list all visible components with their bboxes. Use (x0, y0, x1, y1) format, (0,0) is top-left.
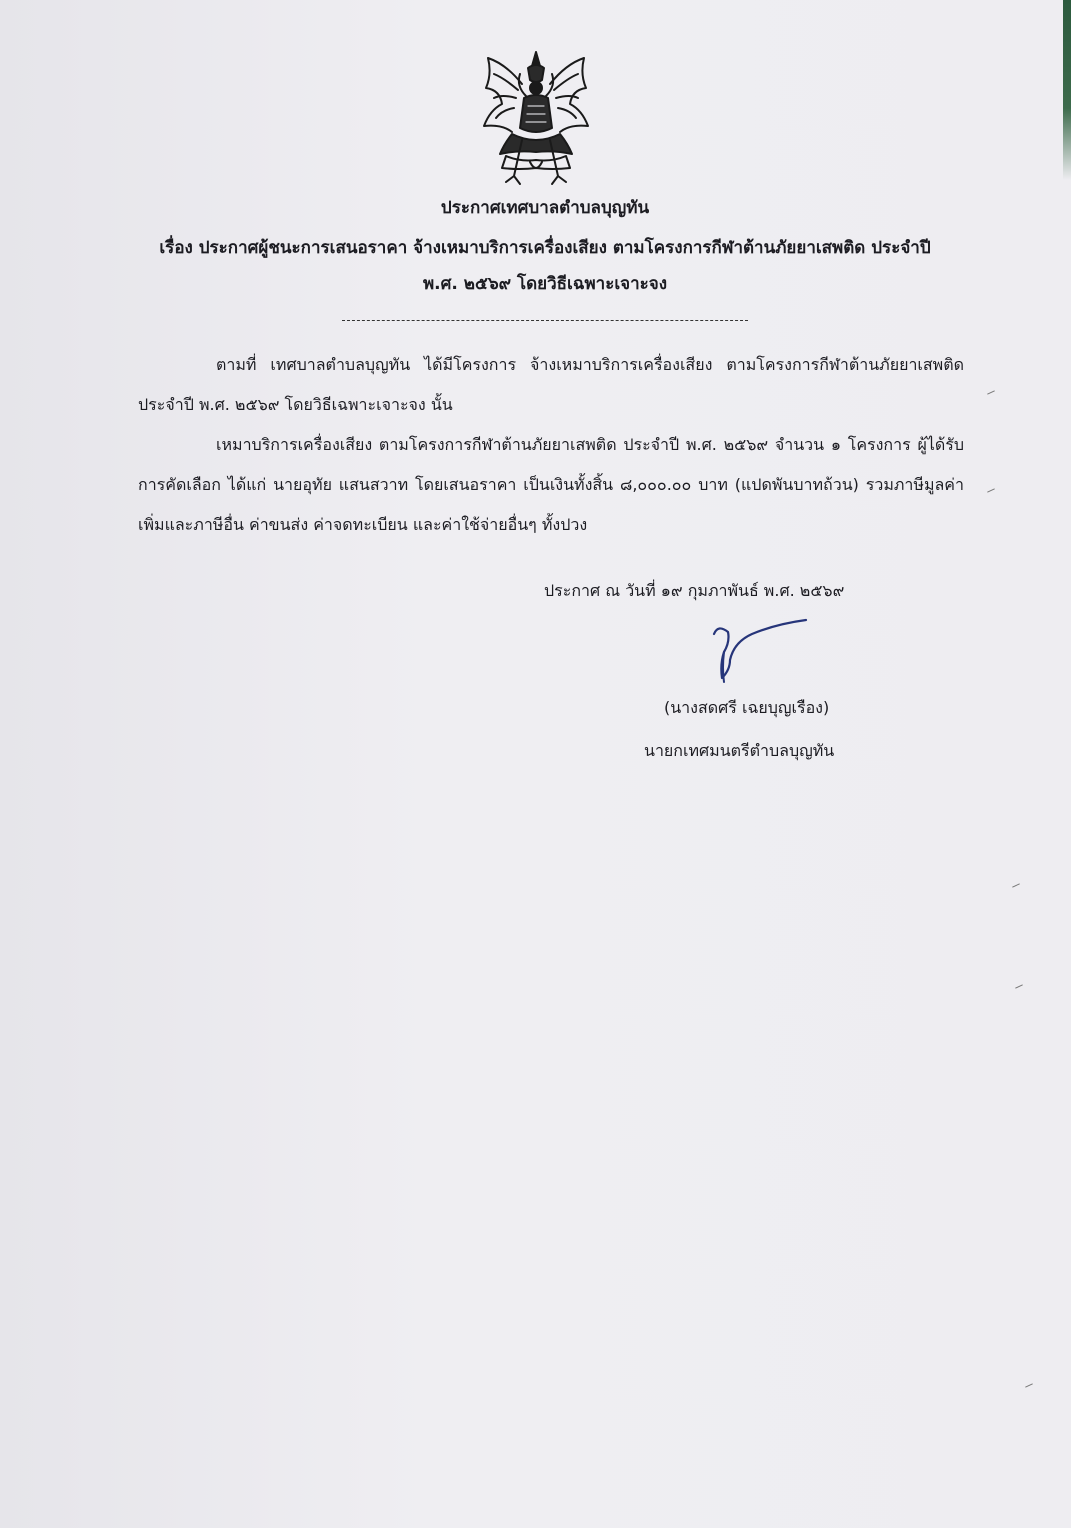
handwritten-signature-icon (700, 612, 820, 692)
announcement-subject-continued: พ.ศ. ๒๕๖๙ โดยวิธีเฉพาะเจาะจง (422, 274, 668, 294)
scan-mark (1012, 883, 1020, 887)
signer-title: นายกเทศมนตรีตำบลบุญทัน (644, 741, 835, 760)
page-edge-shadow (1063, 0, 1071, 180)
scan-mark (987, 488, 995, 492)
body-paragraph-1: ตามที่ เทศบาลตำบลบุญทัน ได้มีโครงการ จ้างเหมาบริการเครื่องเสียง ตามโครงการกีฬาต้านภัยยาเสพติด ประจำปี พ.ศ. ๒๕๖๙ โดยวิธีเฉพาะเจาะจง นั้น (138, 355, 964, 414)
dashed-divider (342, 320, 748, 321)
signer-name: (นางสดศรี เฉยบุญเรือง) (664, 698, 830, 717)
garuda-emblem-icon (476, 44, 596, 190)
announcement-title: ประกาศเทศบาลตำบลบุญทัน (440, 198, 650, 218)
body-paragraph-2: เหมาบริการเครื่องเสียง ตามโครงการกีฬาต้านภัยยาเสพติด ประจำปี พ.ศ. ๒๕๖๙ จำนวน ๑ โครงการ ผู้ได้รับการคัดเลือก ได้แก่ นายอุทัย แสนสวาท โดยเสนอราคา เป็นเงินทั้งสิ้น ๘,๐๐๐.๐๐ บาท (แปดพันบาทถ้วน) รวมภาษีมูลค่าเพิ่มและภาษีอื่น ค่าขนส่ง ค่าจดทะเบียน และค่าใช้จ่ายอื่นๆ ทั้งปวง (138, 435, 964, 534)
scan-mark (1025, 1383, 1033, 1387)
scan-mark (1015, 984, 1023, 988)
scan-mark (987, 390, 995, 394)
announcement-date: ประกาศ ณ วันที่ ๑๙ กุมภาพันธ์ พ.ศ. ๒๕๖๙ (544, 581, 845, 600)
announcement-subject: เรื่อง ประกาศผู้ชนะการเสนอราคา จ้างเหมาบริการเครื่องเสียง ตามโครงการกีฬาต้านภัยยาเสพติด ประจำปี (159, 238, 931, 258)
